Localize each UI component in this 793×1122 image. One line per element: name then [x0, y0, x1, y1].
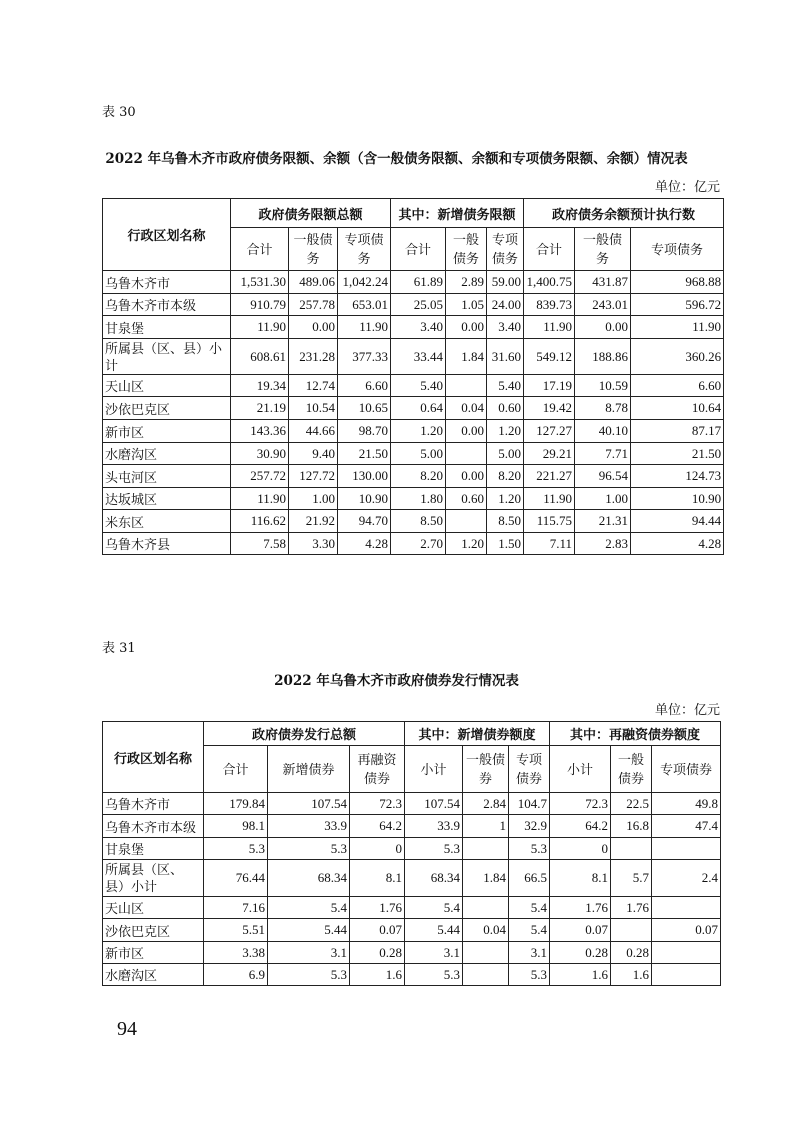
header-g2-special: 专项债券: [509, 746, 550, 793]
value-cell: 32.9: [509, 815, 550, 838]
value-cell: 30.90: [231, 443, 289, 465]
value-cell: 5.3: [509, 964, 550, 986]
table-row: [103, 375, 724, 397]
value-cell: 5.7: [611, 860, 652, 897]
region-name-cell: 甘泉堡: [103, 838, 204, 860]
value-cell: 7.58: [231, 533, 289, 555]
value-cell: 1.76: [611, 897, 652, 919]
value-cell: [463, 964, 509, 986]
value-cell: 40.10: [575, 420, 631, 443]
value-cell: 19.34: [231, 375, 289, 397]
value-cell: 3.40: [391, 316, 446, 339]
value-cell: 8.50: [391, 510, 446, 533]
value-cell: 5.3: [204, 838, 268, 860]
value-cell: 1.20: [446, 533, 487, 555]
value-cell: 12.74: [289, 375, 338, 397]
value-cell: 221.27: [524, 465, 575, 488]
value-cell: 49.8: [652, 793, 721, 815]
region-name-cell: 米东区: [103, 510, 231, 533]
value-cell: [463, 897, 509, 919]
value-cell: 0.60: [487, 397, 524, 420]
region-name-cell: 水磨沟区: [103, 964, 204, 986]
value-cell: 2.84: [463, 793, 509, 815]
value-cell: 72.3: [350, 793, 405, 815]
value-cell: 10.90: [338, 488, 391, 510]
table31-label: 表 31: [102, 641, 136, 656]
value-cell: 5.00: [391, 443, 446, 465]
value-cell: 5.3: [268, 964, 350, 986]
value-cell: 3.30: [289, 533, 338, 555]
value-cell: 549.12: [524, 339, 575, 375]
value-cell: 5.3: [509, 838, 550, 860]
value-cell: 107.54: [268, 793, 350, 815]
value-cell: 98.70: [338, 420, 391, 443]
value-cell: 5.44: [405, 919, 463, 942]
value-cell: 5.40: [487, 375, 524, 397]
value-cell: 377.33: [338, 339, 391, 375]
value-cell: 11.90: [231, 316, 289, 339]
region-name-cell: 天山区: [103, 375, 231, 397]
value-cell: 0.00: [289, 316, 338, 339]
value-cell: 68.34: [268, 860, 350, 897]
table-row: [103, 897, 721, 919]
value-cell: 66.5: [509, 860, 550, 897]
header-g3-general: 一般债务: [575, 228, 631, 271]
header-g3-total: 合计: [524, 228, 575, 271]
value-cell: 0.28: [550, 942, 611, 964]
value-cell: 21.19: [231, 397, 289, 420]
value-cell: 5.4: [405, 897, 463, 919]
value-cell: [652, 897, 721, 919]
value-cell: 5.3: [405, 964, 463, 986]
table-row: [103, 942, 721, 964]
table31-title: 2022 年乌鲁木齐市政府债券发行情况表: [274, 673, 519, 689]
table-row: [103, 838, 721, 860]
value-cell: 1,531.30: [231, 271, 289, 294]
value-cell: 0.00: [446, 316, 487, 339]
value-cell: 10.90: [631, 488, 724, 510]
value-cell: 1.00: [575, 488, 631, 510]
region-name-cell: 天山区: [103, 897, 204, 919]
value-cell: 6.60: [338, 375, 391, 397]
header-g2-total: 小计: [405, 746, 463, 793]
header-g1-refi: 再融资债券: [350, 746, 405, 793]
value-cell: 257.72: [231, 465, 289, 488]
value-cell: 5.44: [268, 919, 350, 942]
table-row: [103, 964, 721, 986]
value-cell: 5.40: [391, 375, 446, 397]
value-cell: 5.4: [268, 897, 350, 919]
value-cell: 94.70: [338, 510, 391, 533]
value-cell: 21.31: [575, 510, 631, 533]
value-cell: 130.00: [338, 465, 391, 488]
page-number: 94: [117, 1018, 137, 1040]
table-row: [103, 919, 721, 942]
value-cell: 653.01: [338, 294, 391, 316]
value-cell: 596.72: [631, 294, 724, 316]
header-group-refinancing: 其中：再融资债券额度: [550, 722, 721, 746]
value-cell: 3.38: [204, 942, 268, 964]
value-cell: 115.75: [524, 510, 575, 533]
table-row: [103, 815, 721, 838]
value-cell: 188.86: [575, 339, 631, 375]
value-cell: 4.28: [631, 533, 724, 555]
header-g2-general: 一般债券: [463, 746, 509, 793]
header-group-new-bonds: 其中：新增债券额度: [405, 722, 550, 746]
value-cell: 98.1: [204, 815, 268, 838]
value-cell: 59.00: [487, 271, 524, 294]
table-row: [103, 793, 721, 815]
value-cell: 6.60: [631, 375, 724, 397]
value-cell: 0.60: [446, 488, 487, 510]
value-cell: 9.40: [289, 443, 338, 465]
header-g2-special: 专项债务: [487, 228, 524, 271]
header-g1-total: 合计: [204, 746, 268, 793]
value-cell: 1.05: [446, 294, 487, 316]
header-region: 行政区划名称: [103, 199, 231, 271]
value-cell: 5.4: [509, 897, 550, 919]
value-cell: [446, 375, 487, 397]
value-cell: 21.50: [338, 443, 391, 465]
value-cell: 127.72: [289, 465, 338, 488]
value-cell: 44.66: [289, 420, 338, 443]
value-cell: 1.76: [550, 897, 611, 919]
region-name-cell: 乌鲁木齐县: [103, 533, 231, 555]
value-cell: 6.9: [204, 964, 268, 986]
value-cell: 1.6: [350, 964, 405, 986]
value-cell: 5.3: [405, 838, 463, 860]
value-cell: 22.5: [611, 793, 652, 815]
value-cell: 64.2: [550, 815, 611, 838]
value-cell: 72.3: [550, 793, 611, 815]
value-cell: 1,042.24: [338, 271, 391, 294]
region-name-cell: 所属县（区、县）小计: [103, 860, 204, 897]
value-cell: 33.9: [405, 815, 463, 838]
value-cell: 8.1: [550, 860, 611, 897]
value-cell: 1.76: [350, 897, 405, 919]
value-cell: 61.89: [391, 271, 446, 294]
value-cell: 4.28: [338, 533, 391, 555]
value-cell: 7.16: [204, 897, 268, 919]
header-g1-special: 专项债务: [338, 228, 391, 271]
value-cell: 25.05: [391, 294, 446, 316]
value-cell: 64.2: [350, 815, 405, 838]
value-cell: 910.79: [231, 294, 289, 316]
value-cell: [652, 964, 721, 986]
header-g2-general: 一般债务: [446, 228, 487, 271]
region-name-cell: 甘泉堡: [103, 316, 231, 339]
value-cell: 7.71: [575, 443, 631, 465]
value-cell: 3.40: [487, 316, 524, 339]
value-cell: 68.34: [405, 860, 463, 897]
value-cell: [446, 510, 487, 533]
value-cell: 0.00: [575, 316, 631, 339]
value-cell: 1.80: [391, 488, 446, 510]
table30-label: 表 30: [102, 105, 136, 120]
value-cell: 94.44: [631, 510, 724, 533]
value-cell: [652, 942, 721, 964]
table30: [102, 198, 724, 555]
value-cell: 0: [550, 838, 611, 860]
value-cell: 243.01: [575, 294, 631, 316]
value-cell: 11.90: [338, 316, 391, 339]
region-name-cell: 沙依巴克区: [103, 397, 231, 420]
header-group-balance: 政府债务余额预计执行数: [524, 199, 724, 228]
value-cell: 1.6: [611, 964, 652, 986]
table31-unit: 单位：亿元: [654, 703, 720, 718]
value-cell: 1.50: [487, 533, 524, 555]
value-cell: 16.8: [611, 815, 652, 838]
value-cell: 1.20: [391, 420, 446, 443]
value-cell: 1.20: [487, 488, 524, 510]
value-cell: 7.11: [524, 533, 575, 555]
region-name-cell: 乌鲁木齐市: [103, 271, 231, 294]
value-cell: [446, 443, 487, 465]
value-cell: 21.92: [289, 510, 338, 533]
value-cell: 608.61: [231, 339, 289, 375]
header-group-new-limit: 其中：新增债务限额: [391, 199, 524, 228]
value-cell: 360.26: [631, 339, 724, 375]
value-cell: 0.00: [446, 465, 487, 488]
value-cell: 5.51: [204, 919, 268, 942]
value-cell: 29.21: [524, 443, 575, 465]
value-cell: 47.4: [652, 815, 721, 838]
value-cell: 127.27: [524, 420, 575, 443]
region-name-cell: 乌鲁木齐市: [103, 793, 204, 815]
table-row: [103, 860, 721, 897]
value-cell: 143.36: [231, 420, 289, 443]
value-cell: 116.62: [231, 510, 289, 533]
value-cell: 10.65: [338, 397, 391, 420]
value-cell: 1.84: [446, 339, 487, 375]
table-row: [103, 533, 724, 555]
value-cell: 1.6: [550, 964, 611, 986]
value-cell: 21.50: [631, 443, 724, 465]
value-cell: 0.28: [611, 942, 652, 964]
value-cell: 33.9: [268, 815, 350, 838]
value-cell: [652, 838, 721, 860]
value-cell: 1.00: [289, 488, 338, 510]
region-name-cell: 新市区: [103, 420, 231, 443]
value-cell: 0.04: [446, 397, 487, 420]
region-name-cell: 新市区: [103, 942, 204, 964]
value-cell: 231.28: [289, 339, 338, 375]
value-cell: 8.1: [350, 860, 405, 897]
region-name-cell: 沙依巴克区: [103, 919, 204, 942]
value-cell: 96.54: [575, 465, 631, 488]
value-cell: 0.00: [446, 420, 487, 443]
table-row: [103, 420, 724, 443]
value-cell: [463, 942, 509, 964]
table31: [102, 721, 721, 986]
value-cell: 839.73: [524, 294, 575, 316]
value-cell: 3.1: [405, 942, 463, 964]
header-g1-new: 新增债券: [268, 746, 350, 793]
header-g2-total: 合计: [391, 228, 446, 271]
table-row: [103, 316, 724, 339]
value-cell: 11.90: [524, 316, 575, 339]
table-row: [103, 397, 724, 420]
value-cell: 87.17: [631, 420, 724, 443]
value-cell: 0.07: [350, 919, 405, 942]
value-cell: 17.19: [524, 375, 575, 397]
header-region: 行政区划名称: [103, 722, 204, 793]
region-name-cell: 达坂城区: [103, 488, 231, 510]
value-cell: 107.54: [405, 793, 463, 815]
value-cell: 33.44: [391, 339, 446, 375]
table30-unit: 单位：亿元: [654, 180, 720, 195]
table-row: [103, 510, 724, 533]
value-cell: 1: [463, 815, 509, 838]
value-cell: 0.64: [391, 397, 446, 420]
value-cell: 10.64: [631, 397, 724, 420]
value-cell: 2.70: [391, 533, 446, 555]
value-cell: 104.7: [509, 793, 550, 815]
value-cell: 2.4: [652, 860, 721, 897]
value-cell: 24.00: [487, 294, 524, 316]
value-cell: 257.78: [289, 294, 338, 316]
value-cell: 31.60: [487, 339, 524, 375]
value-cell: 968.88: [631, 271, 724, 294]
value-cell: 0.28: [350, 942, 405, 964]
value-cell: 0: [350, 838, 405, 860]
header-group-issuance: 政府债券发行总额: [204, 722, 405, 746]
value-cell: 1,400.75: [524, 271, 575, 294]
value-cell: 3.1: [509, 942, 550, 964]
value-cell: [611, 838, 652, 860]
value-cell: 11.90: [231, 488, 289, 510]
region-name-cell: 头屯河区: [103, 465, 231, 488]
header-g3-total: 小计: [550, 746, 611, 793]
table30-title: 2022 年乌鲁木齐市政府债务限额、余额（含一般债务限额、余额和专项债务限额、余额）情况表: [105, 151, 688, 167]
value-cell: [611, 919, 652, 942]
value-cell: 11.90: [524, 488, 575, 510]
value-cell: 8.50: [487, 510, 524, 533]
header-g1-total: 合计: [231, 228, 289, 271]
value-cell: 0.07: [550, 919, 611, 942]
region-name-cell: 乌鲁木齐市本级: [103, 294, 231, 316]
table-row: [103, 294, 724, 316]
region-name-cell: 所属县（区、县）小计: [103, 339, 231, 375]
table-row: [103, 339, 724, 375]
value-cell: 2.89: [446, 271, 487, 294]
value-cell: 2.83: [575, 533, 631, 555]
header-g3-general: 一般债券: [611, 746, 652, 793]
region-name-cell: 水磨沟区: [103, 443, 231, 465]
value-cell: 179.84: [204, 793, 268, 815]
value-cell: 0.07: [652, 919, 721, 942]
value-cell: 8.20: [391, 465, 446, 488]
value-cell: 124.73: [631, 465, 724, 488]
value-cell: 5.3: [268, 838, 350, 860]
value-cell: 5.00: [487, 443, 524, 465]
value-cell: 489.06: [289, 271, 338, 294]
value-cell: 1.84: [463, 860, 509, 897]
header-g3-special: 专项债券: [652, 746, 721, 793]
value-cell: 19.42: [524, 397, 575, 420]
table-row: [103, 465, 724, 488]
header-g1-general: 一般债务: [289, 228, 338, 271]
value-cell: 5.4: [509, 919, 550, 942]
value-cell: 8.20: [487, 465, 524, 488]
value-cell: 431.87: [575, 271, 631, 294]
header-g3-special: 专项债务: [631, 228, 724, 271]
value-cell: [463, 838, 509, 860]
value-cell: 76.44: [204, 860, 268, 897]
value-cell: 8.78: [575, 397, 631, 420]
table-row: [103, 443, 724, 465]
table-row: [103, 488, 724, 510]
value-cell: 10.54: [289, 397, 338, 420]
value-cell: 1.20: [487, 420, 524, 443]
region-name-cell: 乌鲁木齐市本级: [103, 815, 204, 838]
table-row: [103, 271, 724, 294]
header-group-limit: 政府债务限额总额: [231, 199, 391, 228]
value-cell: 11.90: [631, 316, 724, 339]
value-cell: 3.1: [268, 942, 350, 964]
value-cell: 0.04: [463, 919, 509, 942]
value-cell: 10.59: [575, 375, 631, 397]
